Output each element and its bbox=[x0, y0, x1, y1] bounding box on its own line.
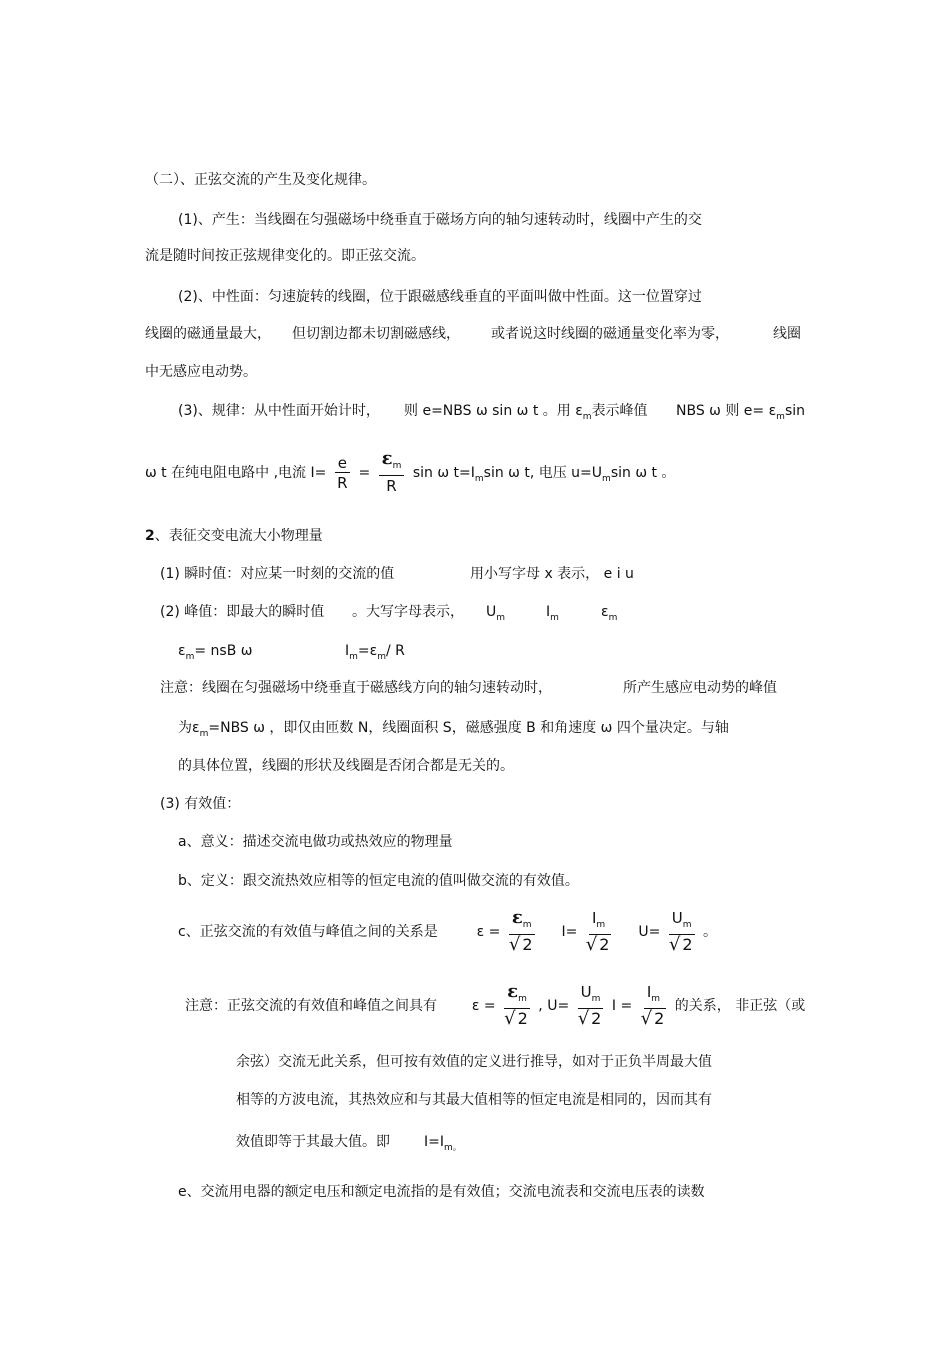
text-span: / R bbox=[386, 643, 405, 659]
list-item: b、定义：跟交流热效应相等的恒定电流的值叫做交流的有效值。 bbox=[178, 873, 579, 889]
text-span: 或者说这时线圈的磁通量变化率为零， bbox=[491, 326, 729, 342]
sqrt-icon: √ bbox=[508, 934, 521, 955]
text-span: I = bbox=[611, 998, 633, 1014]
text-span: ε = bbox=[471, 998, 496, 1014]
formula-i-equals-im bbox=[424, 1132, 462, 1158]
subscript: m bbox=[496, 613, 506, 623]
subscript: m bbox=[596, 920, 606, 930]
symbol: U bbox=[580, 983, 592, 1001]
epsilon-symbol: ε bbox=[381, 448, 393, 469]
subheading: (3) 有效值： bbox=[160, 796, 241, 812]
fraction-u-over-sqrt2 bbox=[578, 983, 604, 1029]
text-span: =NBS ω ，即仅由匝数 N，线圈面积 S，磁感强度 B 和角速度 ω 四个量决定。与轴 bbox=[208, 720, 729, 736]
text-span: sin ω t 。 bbox=[610, 465, 676, 481]
list-item: a、意义：描述交流电做功或热效应的物理量 bbox=[178, 834, 453, 850]
text-span: 的关系， 非正弦（或 bbox=[674, 998, 806, 1014]
subscript: m bbox=[522, 920, 532, 930]
note-line: 相等的方波电流，其热效应和与其最大值相等的恒定电流是相同的，因而其有 bbox=[236, 1092, 712, 1108]
fraction-eps-over-sqrt2 bbox=[504, 983, 530, 1029]
subscript: m bbox=[651, 994, 661, 1004]
subscript: m bbox=[776, 412, 785, 422]
subscript: m bbox=[550, 613, 559, 623]
note-line bbox=[178, 718, 729, 744]
note-line: 的具体位置，线圈的形状及线圈是否闭合都是无关的。 bbox=[178, 758, 514, 774]
fraction-eps-over-r bbox=[379, 450, 405, 496]
fraction-i-over-sqrt2 bbox=[586, 909, 612, 955]
symbol-um bbox=[486, 602, 505, 628]
text-span: 所产生感应电动势的峰值 bbox=[623, 680, 777, 696]
text-span: U= bbox=[638, 924, 661, 940]
text-span: 注意：正弦交流的有效值和峰值之间具有 bbox=[185, 998, 437, 1014]
subscript: m bbox=[682, 920, 692, 930]
text-span: , U= bbox=[538, 998, 570, 1014]
subscript: m bbox=[474, 474, 484, 484]
denominator: R bbox=[337, 473, 348, 492]
symbol-em bbox=[601, 602, 617, 628]
note-line bbox=[185, 983, 805, 1029]
epsilon-symbol: ε bbox=[507, 981, 519, 1002]
numerator bbox=[379, 450, 405, 476]
numerator bbox=[509, 909, 535, 935]
epsilon-symbol: ε bbox=[511, 907, 523, 928]
text-span: 线圈的磁通量最大， bbox=[145, 326, 271, 342]
fraction-i-over-sqrt2 bbox=[641, 983, 667, 1029]
equals-sign: = bbox=[358, 465, 371, 481]
text-span: (3)、规律：从中性面开始计时， bbox=[178, 403, 380, 419]
radicand: 2 bbox=[591, 1009, 602, 1028]
subscript: m bbox=[392, 461, 402, 471]
subscript: m bbox=[591, 994, 601, 1004]
sqrt-icon: √ bbox=[668, 934, 681, 955]
text-span: 注意：线圈在匀强磁场中绕垂直于磁感线方向的轴匀速转动时， bbox=[160, 680, 552, 696]
text-span: = nsB ω bbox=[194, 643, 253, 659]
denominator bbox=[578, 1009, 604, 1029]
text-span: 则 e=NBS ω sin ω t 。用 ε bbox=[404, 403, 583, 419]
list-item: e、交流用电器的额定电压和额定电流指的是有效值；交流电流表和交流电压表的读数 bbox=[178, 1184, 705, 1200]
text-span: sin ω t=I bbox=[412, 465, 475, 481]
subscript: m bbox=[377, 652, 387, 662]
symbol: I bbox=[345, 643, 350, 659]
subscript: m bbox=[349, 652, 358, 662]
sqrt-icon: √ bbox=[585, 934, 598, 955]
fraction-e-over-r bbox=[335, 454, 350, 493]
subscript: m bbox=[518, 994, 527, 1004]
formula-peak-emf bbox=[178, 641, 253, 667]
subscript: m bbox=[582, 412, 592, 422]
text-span: 表示峰值 bbox=[591, 403, 648, 419]
subscript: m。 bbox=[444, 1143, 462, 1153]
numerator bbox=[669, 909, 695, 935]
denominator: R bbox=[386, 477, 397, 495]
subscript: m bbox=[608, 613, 618, 623]
denominator bbox=[509, 935, 535, 955]
denominator bbox=[669, 935, 695, 955]
fraction-u-over-sqrt2 bbox=[669, 909, 695, 955]
paragraph-line: (1)、产生：当线圈在匀强磁场中绕垂直于磁场方向的轴匀速转动时，线圈中产生的交 bbox=[178, 212, 702, 228]
text-span: I=I bbox=[424, 1134, 444, 1150]
text-span: c、正弦交流的有效值与峰值之间的关系是 bbox=[178, 924, 438, 940]
denominator bbox=[641, 1009, 667, 1029]
subscript: m bbox=[602, 474, 611, 484]
sqrt-icon: √ bbox=[504, 1008, 516, 1029]
radicand: 2 bbox=[682, 935, 693, 954]
symbol: U bbox=[671, 909, 683, 927]
note-line: 效值即等于其最大值。即 bbox=[236, 1134, 390, 1150]
symbol: I bbox=[646, 983, 652, 1001]
sqrt-icon: √ bbox=[640, 1008, 653, 1029]
fraction-eps-over-sqrt2 bbox=[509, 909, 535, 955]
text-span: (1) 瞬时值：对应某一时刻的交流的值 bbox=[160, 566, 395, 582]
radicand: 2 bbox=[522, 935, 533, 954]
text-span: NBS ω 则 e= ε bbox=[676, 403, 777, 419]
numerator bbox=[644, 983, 663, 1009]
heading-number: 2 bbox=[145, 528, 155, 544]
numerator bbox=[578, 983, 604, 1009]
symbol: ε bbox=[601, 604, 609, 620]
radicand: 2 bbox=[654, 1009, 665, 1028]
formula-line bbox=[676, 401, 805, 427]
formula-line bbox=[145, 450, 675, 501]
text-span: (2) 峰值：即最大的瞬时值 bbox=[160, 604, 325, 620]
list-item-c bbox=[178, 909, 717, 955]
text-span: 。 bbox=[703, 924, 717, 940]
text-span: 用小写字母 x 表示， e i u bbox=[470, 566, 634, 582]
text-span: 。大写字母表示， bbox=[352, 604, 464, 620]
section-title: （二）、正弦交流的产生及变化规律。 bbox=[145, 172, 376, 188]
text-span: ω t 在纯电阻电路中 ,电流 I= bbox=[145, 465, 327, 481]
note-line: 余弦）交流无此关系，但可按有效值的定义进行推导，如对于正负半周最大值 bbox=[236, 1054, 712, 1070]
paragraph-line: 流是随时间按正弦规律变化的。即正弦交流。 bbox=[145, 248, 425, 264]
text-span: sin ω t, 电压 u=U bbox=[483, 465, 603, 481]
radicand: 2 bbox=[599, 935, 610, 954]
symbol: ε bbox=[178, 643, 186, 659]
denominator bbox=[504, 1009, 530, 1029]
subscript: m bbox=[199, 729, 209, 739]
formula-peak-current bbox=[345, 641, 405, 667]
text-span: =ε bbox=[357, 643, 378, 659]
text-span: 为ε bbox=[178, 720, 200, 736]
paragraph-line bbox=[145, 324, 271, 344]
text-span: I= bbox=[561, 924, 578, 940]
paragraph-line: 中无感应电动势。 bbox=[145, 364, 257, 380]
text-span: 但切割边都未切割磁感线， bbox=[292, 326, 460, 342]
paragraph-line: (2)、中性面：匀速旋转的线圈，位于跟磁感线垂直的平面叫做中性面。这一位置穿过 bbox=[178, 289, 702, 305]
denominator bbox=[586, 935, 612, 955]
formula-line bbox=[404, 401, 648, 427]
numerator bbox=[504, 983, 530, 1009]
symbol: U bbox=[486, 604, 497, 620]
symbol: I bbox=[546, 604, 551, 620]
text-span: sin bbox=[784, 403, 805, 419]
subscript: m bbox=[185, 652, 195, 662]
text-span: ε = bbox=[476, 924, 501, 940]
symbol-im bbox=[546, 602, 559, 628]
symbol: I bbox=[591, 909, 597, 927]
text-span: 线圈 bbox=[773, 326, 801, 342]
heading-text: 、表征交变电流大小物理量 bbox=[154, 528, 323, 544]
sqrt-icon: √ bbox=[577, 1008, 590, 1029]
radicand: 2 bbox=[517, 1009, 528, 1028]
numerator: e bbox=[335, 454, 350, 473]
numerator bbox=[589, 909, 608, 935]
section-heading bbox=[145, 526, 323, 546]
